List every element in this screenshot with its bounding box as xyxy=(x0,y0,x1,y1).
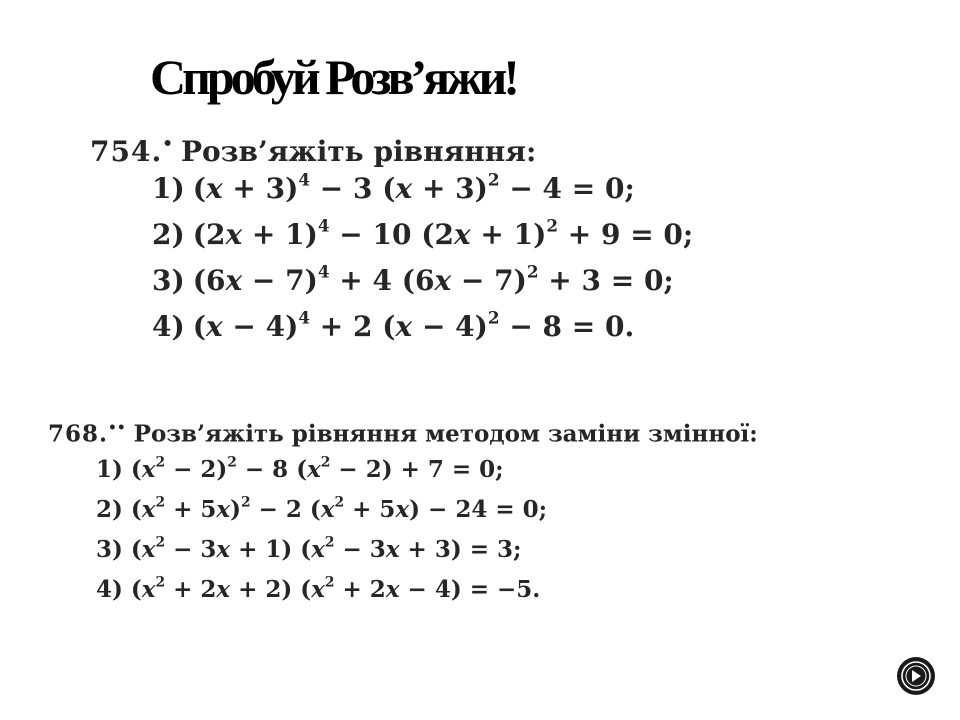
next-slide-button[interactable] xyxy=(897,657,935,695)
equation-label: 1) xyxy=(96,456,123,483)
equation-label: 4) xyxy=(96,576,123,603)
slide-title: Спробуй Розв’яжи! xyxy=(150,49,516,105)
equation-item xyxy=(96,494,758,538)
problem-number: 754. xyxy=(90,134,163,168)
equation-item xyxy=(152,307,693,359)
equation: $(x + 3)^4 - 3$ $(x + 3)^2 - 4 = 0$; xyxy=(192,169,635,205)
equation-item xyxy=(152,169,693,221)
equation: $(6x - 7)^4 + 4$ $(6x - 7)^2 + 3 = 0$; xyxy=(192,261,674,297)
equation-item xyxy=(96,454,758,498)
equation: $(x^2 + 5x)^2 - 2$ $(x^2 + 5x) - 24 = 0$; xyxy=(130,494,548,523)
equation: $(x^2 - 3x + 1) (x^2 - 3x + 3) = 3$; xyxy=(130,534,522,563)
problem-difficulty-mark: •• xyxy=(108,420,126,436)
problem-number: 768. xyxy=(48,420,109,448)
equation: $(2x + 1)^4 - 10$ $(2x + 1)^2 + 9 = 0$; xyxy=(192,215,694,251)
problem-header xyxy=(48,422,758,458)
equation-label: 3) xyxy=(96,536,123,563)
equation-item xyxy=(152,261,693,313)
problem-768 xyxy=(48,422,758,618)
equation-label: 2) xyxy=(152,218,185,251)
equation-label: 4) xyxy=(152,310,185,343)
equation-label: 1) xyxy=(152,172,185,205)
arrow-circle-icon xyxy=(897,657,935,695)
problem-instruction: Розв’яжіть рівняння: xyxy=(180,134,537,168)
equation-label: 2) xyxy=(96,496,123,523)
problem-instruction: Розв’яжіть рівняння методом заміни змінної: xyxy=(133,420,758,448)
problem-754 xyxy=(90,135,693,359)
equation-item xyxy=(96,574,758,618)
equation-item xyxy=(96,534,758,578)
equation-item xyxy=(152,215,694,267)
equation: $(x^2 + 2x + 2) (x^2 + 2x - 4) = -5$. xyxy=(130,574,541,603)
equation: $(x - 4)^4 + 2$ $(x - 4)^2 - 8 = 0$. xyxy=(192,307,635,343)
equation-label: 3) xyxy=(152,264,185,297)
problem-header xyxy=(90,135,693,175)
equation: $(x^2 - 2)^2 - 8$ $(x^2 - 2) + 7 = 0$; xyxy=(130,454,504,483)
problem-difficulty-mark: • xyxy=(162,133,173,153)
